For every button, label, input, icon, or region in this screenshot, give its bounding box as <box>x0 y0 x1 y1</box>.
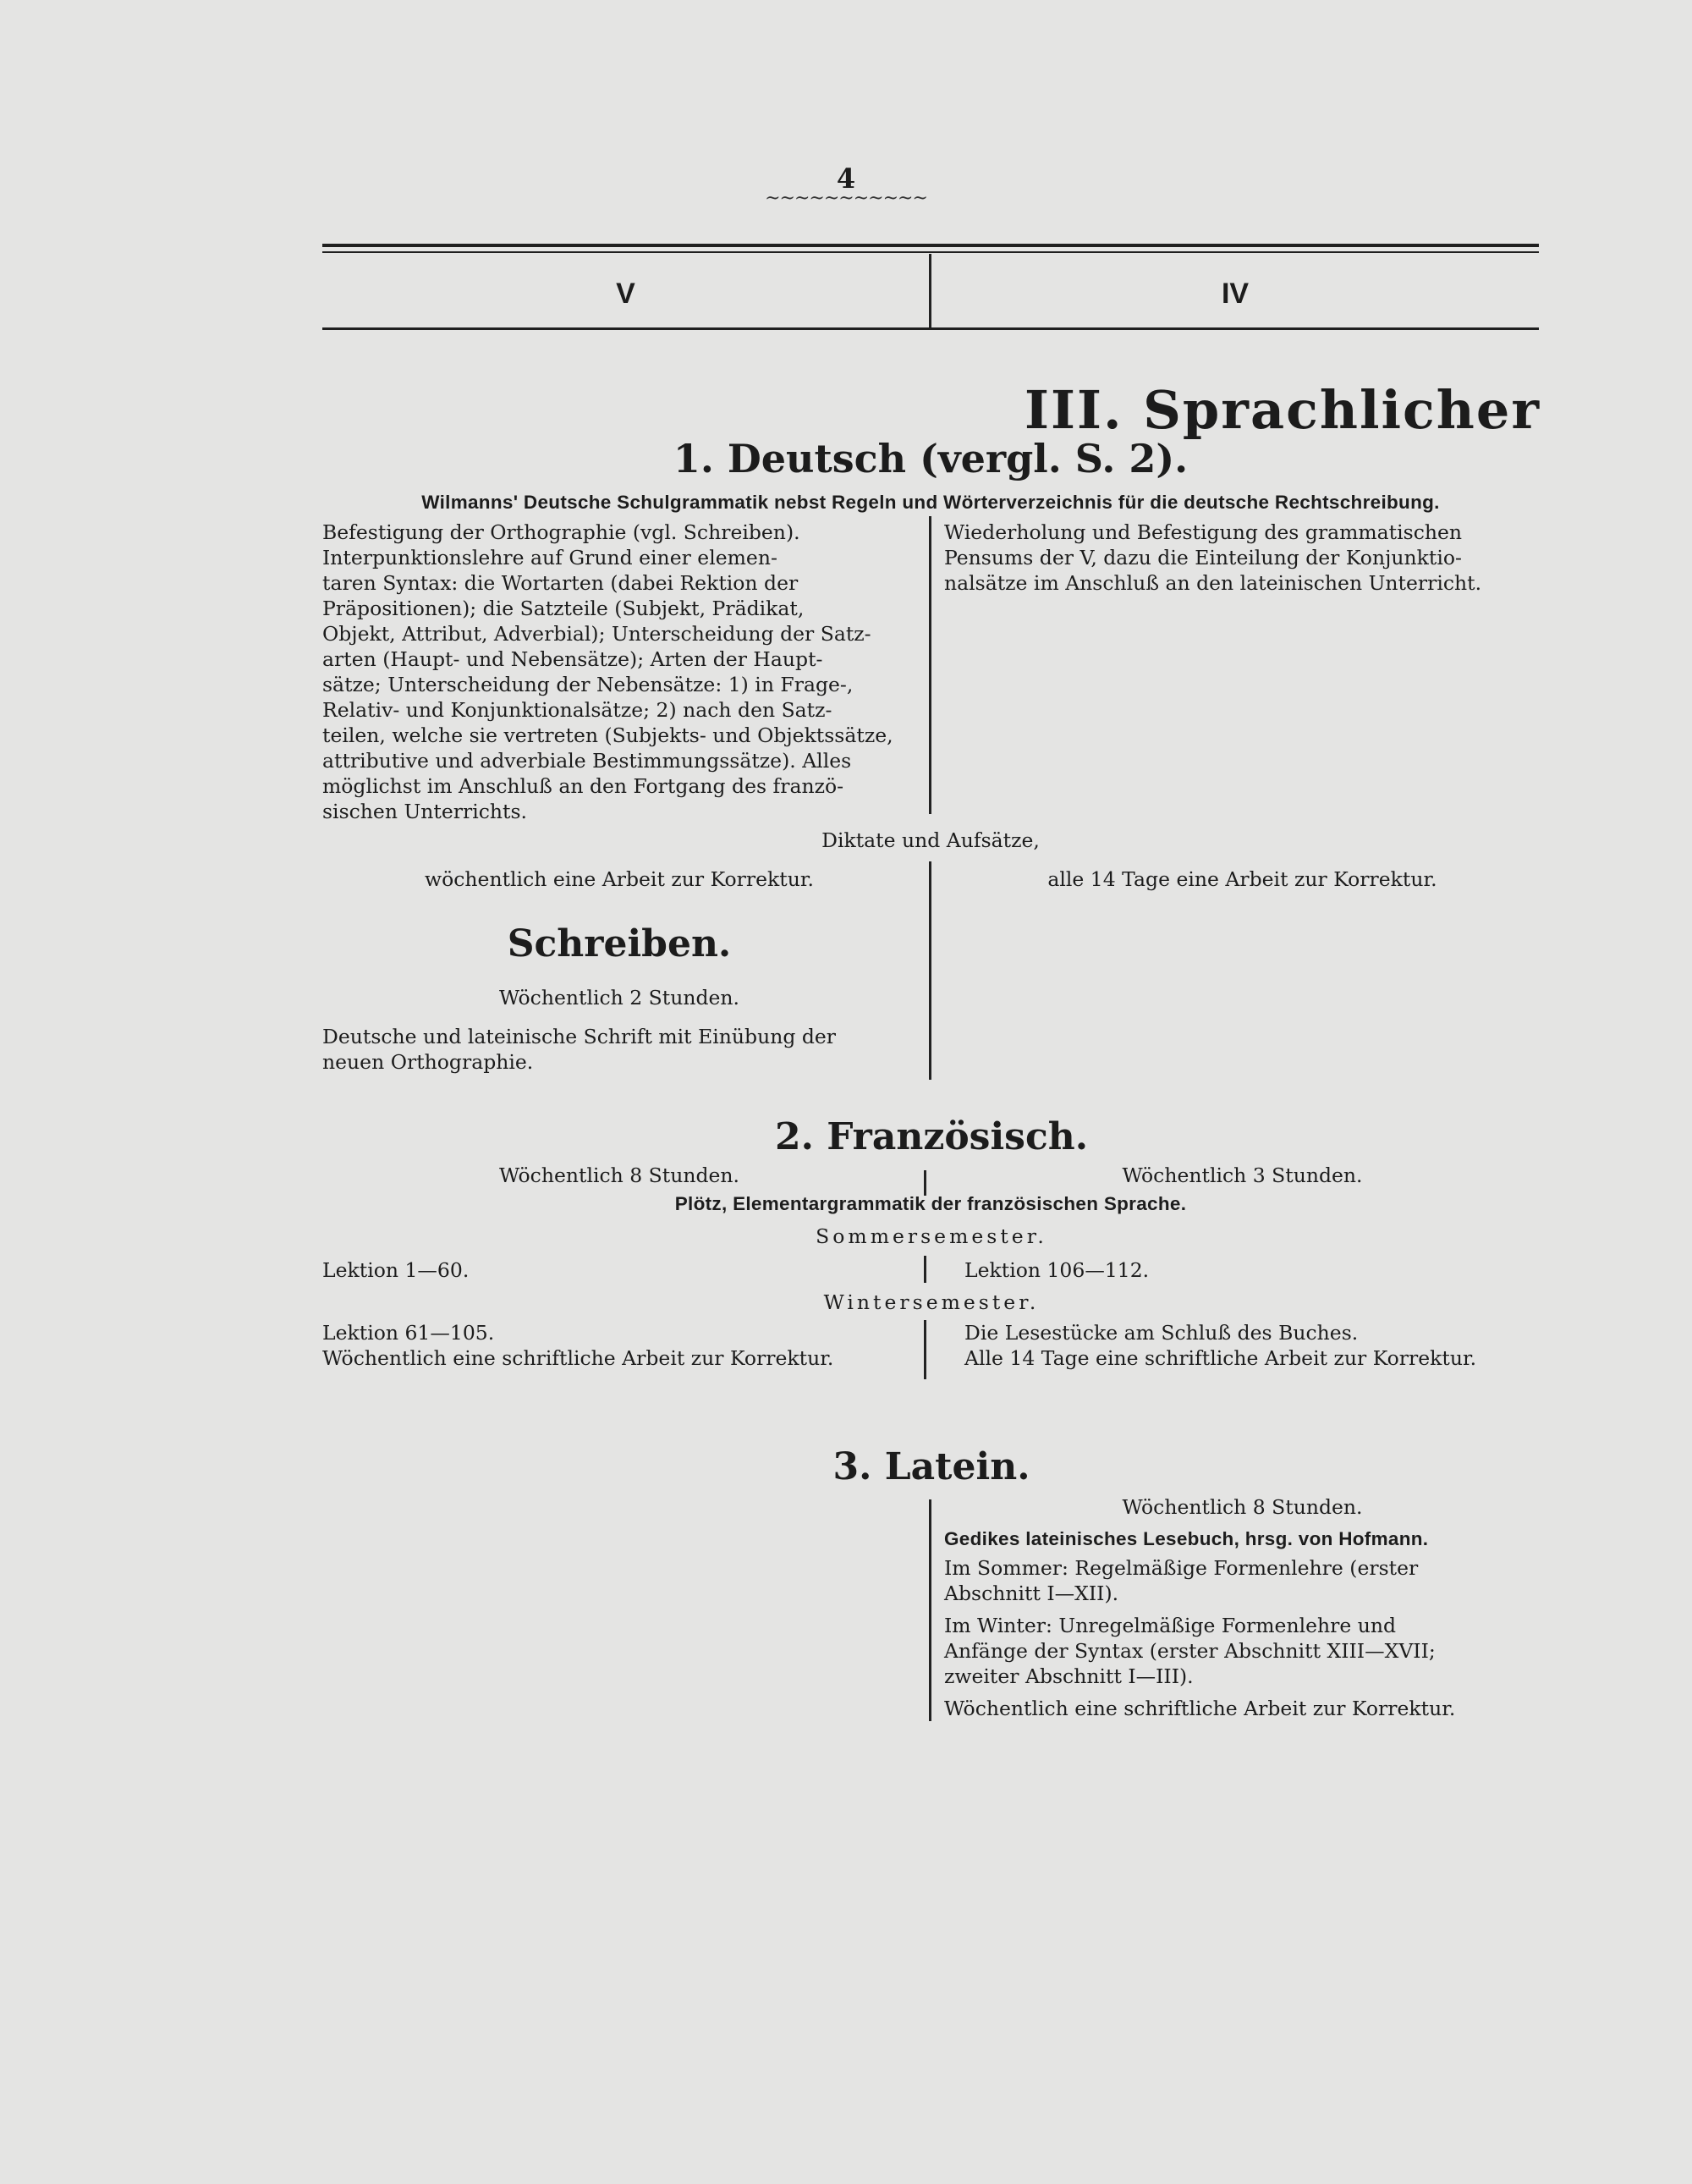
top-rule-thick <box>322 244 1539 247</box>
schreiben-title: Schreiben. <box>507 922 732 965</box>
section-title: III. Sprachlicher <box>1024 379 1541 441</box>
franzoesisch-title: 2. Französisch. <box>774 1115 1089 1158</box>
dictation-column-divider <box>929 861 931 1080</box>
franz-hours-left: Wöchentlich 8 Stunden. <box>498 1164 740 1187</box>
deutsch-left-line: Relativ- und Konjunktionalsätze; 2) nach den Satz- <box>322 698 832 722</box>
latein-textbook: Gedikes lateinisches Lesebuch, hrsg. von Hofmann. <box>944 1528 1429 1549</box>
header-bottom-rule <box>322 327 1539 330</box>
franz-winter-right-line: Die Lesestücke am Schluß des Buches. <box>964 1321 1359 1345</box>
schreiben-line: neuen Orthographie. <box>322 1050 534 1074</box>
column-header-iv: IV <box>1221 278 1250 310</box>
franz-textbook: Plötz, Elementargrammatik der französischen Sprache. <box>674 1193 1187 1214</box>
latein-winter-line: Anfänge der Syntax (erster Abschnitt XIII—XVII; <box>944 1639 1436 1663</box>
deutsch-right-column <box>944 520 1541 596</box>
franz-summer-right: Lektion 106—112. <box>964 1258 1150 1282</box>
deutsch-textbook: Wilmanns' Deutsche Schulgrammatik nebst Regeln und Wörterverzeichnis für die deutsche Rechtschreibung. <box>421 492 1440 513</box>
deutsch-left-line: attributive und adverbiale Bestimmungssätze). Alles <box>322 749 852 773</box>
franz-winter-left-line: Wöchentlich eine schriftliche Arbeit zur Korrektur. <box>322 1346 834 1370</box>
franz-winter-divider <box>924 1320 926 1379</box>
deutsch-left-line: Befestigung der Orthographie (vgl. Schreiben). <box>322 520 800 544</box>
page-number-ornament: ~~~~~~~~~~~ <box>765 188 927 209</box>
franz-summer-divider <box>924 1256 926 1283</box>
franz-summer-left: Lektion 1—60. <box>322 1258 470 1282</box>
page-number: 4 <box>836 162 856 195</box>
deutsch-left-line: möglichst im Anschluß an den Fortgang des franzö- <box>322 774 844 798</box>
latein-winter <box>944 1613 1541 1689</box>
latein-winter-line: Im Winter: Unregelmäßige Formenlehre und <box>944 1614 1397 1637</box>
top-rule-thin <box>322 251 1539 253</box>
franz-summer-heading: Sommersemester. <box>816 1224 1047 1248</box>
latein-column-divider <box>929 1499 931 1721</box>
latein-closing: Wöchentlich eine schriftliche Arbeit zur Korrektur. <box>944 1697 1456 1720</box>
franz-hours-right: Wöchentlich 3 Stunden. <box>1122 1164 1363 1187</box>
latein-winter-line: zweiter Abschnitt I—III). <box>944 1664 1194 1688</box>
franz-winter-left-line: Lektion 61—105. <box>322 1321 495 1345</box>
franz-hours-divider <box>924 1170 926 1196</box>
deutsch-right-line: nalsätze im Anschluß an den lateinischen Unterricht. <box>944 571 1482 595</box>
deutsch-title: 1. Deutsch (vergl. S. 2). <box>673 436 1189 481</box>
dictation-heading: Diktate und Aufsätze, <box>821 828 1040 852</box>
latein-summer-line: Im Sommer: Regelmäßige Formenlehre (erster <box>944 1556 1419 1580</box>
deutsch-left-column <box>322 520 916 824</box>
franz-winter-right <box>964 1320 1540 1371</box>
deutsch-left-line: arten (Haupt- und Nebensätze); Arten der Haupt- <box>322 647 823 671</box>
deutsch-left-line: sischen Unterrichts. <box>322 800 527 823</box>
latein-summer-line: Abschnitt I—XII). <box>944 1582 1119 1605</box>
dictation-left: wöchentlich eine Arbeit zur Korrektur. <box>425 867 814 891</box>
franz-winter-right-line: Alle 14 Tage eine schriftliche Arbeit zur Korrektur. <box>964 1346 1477 1370</box>
dictation-right: alle 14 Tage eine Arbeit zur Korrektur. <box>1047 867 1437 891</box>
deutsch-left-line: Interpunktionslehre auf Grund einer elemen- <box>322 546 777 569</box>
schreiben-content <box>322 1024 916 1075</box>
deutsch-right-line: Pensums der V, dazu die Einteilung der Konjunktio- <box>944 546 1462 569</box>
franz-winter-heading: Wintersemester. <box>823 1290 1040 1314</box>
deutsch-column-divider <box>929 516 931 814</box>
latein-summer <box>944 1555 1541 1606</box>
latein-title: 3. Latein. <box>832 1445 1030 1488</box>
deutsch-left-line: Objekt, Attribut, Adverbial); Unterscheidung der Satz- <box>322 622 871 646</box>
deutsch-left-line: teilen, welche sie vertreten (Subjekts- und Objektssätze, <box>322 723 893 747</box>
schreiben-line: Deutsche und lateinische Schrift mit Einübung der <box>322 1025 837 1048</box>
column-header-v: V <box>616 278 635 310</box>
schreiben-hours: Wöchentlich 2 Stunden. <box>498 986 740 1009</box>
deutsch-left-line: taren Syntax: die Wortarten (dabei Rektion der <box>322 571 799 595</box>
franz-winter-left <box>322 1320 916 1371</box>
deutsch-left-line: Präpositionen); die Satzteile (Subjekt, Prädikat, <box>322 597 805 620</box>
deutsch-right-line: Wiederholung und Befestigung des grammatischen <box>944 520 1463 544</box>
deutsch-left-line: sätze; Unterscheidung der Nebensätze: 1) in Frage-, <box>322 673 854 696</box>
latein-hours: Wöchentlich 8 Stunden. <box>1122 1495 1363 1519</box>
